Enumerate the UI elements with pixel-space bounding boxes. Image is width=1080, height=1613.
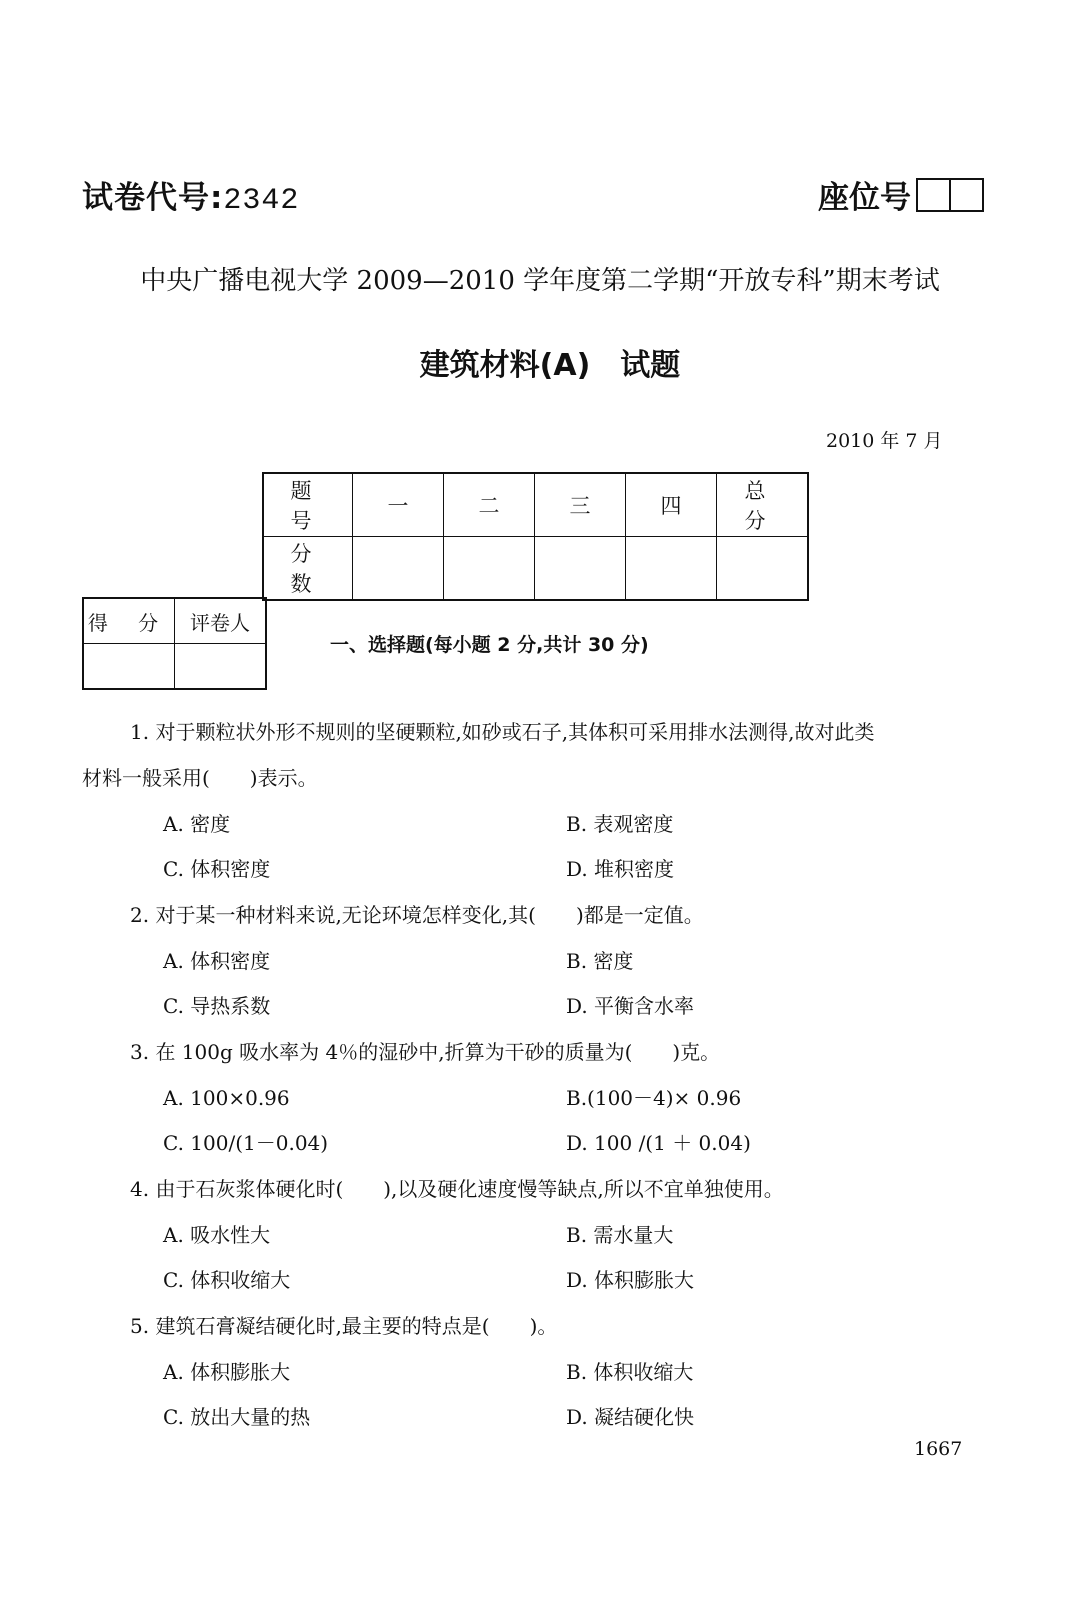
score-cell[interactable] — [353, 537, 444, 601]
question-2-option-b: B. 密度 — [566, 949, 634, 973]
question-5-stem: 5. 建筑石膏凝结硬化时,最主要的特点是( )。 — [130, 1314, 558, 1338]
grader-table-score-label: 得 分 — [83, 598, 175, 644]
section-title: 一、选择题(每小题 2 分,共计 30 分) — [330, 634, 649, 656]
question-1-stem-cont: 材料一般采用( )表示。 — [82, 766, 318, 790]
subject-title: 建筑材料(A) 试题 — [419, 348, 681, 383]
score-table-header-cell: 总 分 — [717, 473, 809, 537]
score-table-score-row — [263, 537, 808, 601]
score-table-header-cell: 二 — [444, 473, 535, 537]
page-number: 1667 — [914, 1438, 963, 1460]
seat-number-label: 座位号 — [818, 180, 911, 216]
exam-date: 2010 年 7 月 — [826, 430, 943, 452]
question-3-option-c: C. 100/(1－0.04) — [163, 1131, 329, 1155]
score-table-header-cell: 一 — [353, 473, 444, 537]
seat-box — [918, 180, 949, 210]
question-1-option-b: B. 表观密度 — [566, 812, 674, 836]
question-2-option-d: D. 平衡含水率 — [566, 994, 695, 1018]
score-table-header-row — [263, 473, 808, 537]
score-table-header-label: 题 号 — [263, 473, 353, 537]
paper-code-value: 2342 — [223, 184, 300, 218]
grader-table-grader-label: 评卷人 — [175, 598, 267, 644]
question-3-option-b: B.(100－4)× 0.96 — [566, 1086, 742, 1110]
paper-code — [82, 172, 299, 218]
question-2-option-c: C. 导热系数 — [163, 994, 271, 1018]
question-3-option-d: D. 100 /(1 ＋ 0.04) — [566, 1131, 751, 1155]
question-3-option-a: A. 100×0.96 — [163, 1086, 290, 1110]
question-5-option-b: B. 体积收缩大 — [566, 1360, 694, 1384]
question-4-option-a: A. 吸水性大 — [163, 1223, 271, 1247]
question-4-stem: 4. 由于石灰浆体硬化时( ),以及硬化速度慢等缺点,所以不宜单独使用。 — [130, 1177, 784, 1201]
score-cell[interactable] — [535, 537, 626, 601]
score-table — [262, 472, 809, 601]
question-2-option-a: A. 体积密度 — [163, 949, 271, 973]
score-cell[interactable] — [626, 537, 717, 601]
question-1-option-d: D. 堆积密度 — [566, 857, 675, 881]
score-table-header-cell: 三 — [535, 473, 626, 537]
question-4-option-b: B. 需水量大 — [566, 1223, 674, 1247]
question-5-option-c: C. 放出大量的热 — [163, 1405, 311, 1429]
seat-box — [949, 180, 982, 210]
question-5-option-d: D. 凝结硬化快 — [566, 1405, 695, 1429]
score-table-row-label: 分 数 — [263, 537, 353, 601]
grader-name-cell[interactable] — [175, 644, 267, 690]
question-3-stem: 3. 在 100g 吸水率为 4％的湿砂中,折算为干砂的质量为( )克。 — [130, 1040, 721, 1064]
question-1-option-c: C. 体积密度 — [163, 857, 271, 881]
paper-code-label: 试卷代号: — [82, 180, 224, 216]
score-table-header-cell: 四 — [626, 473, 717, 537]
question-1-option-a: A. 密度 — [163, 812, 231, 836]
seat-number-boxes — [916, 178, 984, 212]
score-cell[interactable] — [444, 537, 535, 601]
grader-score-cell[interactable] — [83, 644, 175, 690]
exam-title: 中央广播电视大学 2009—2010 学年度第二学期“开放专科”期末考试 — [140, 266, 940, 296]
question-4-option-c: C. 体积收缩大 — [163, 1268, 291, 1292]
score-cell[interactable] — [717, 537, 809, 601]
question-1-stem: 1. 对于颗粒状外形不规则的坚硬颗粒,如砂或石子,其体积可采用排水法测得,故对此类 — [130, 720, 875, 744]
grader-table — [82, 597, 267, 690]
question-2-stem: 2. 对于某一种材料来说,无论环境怎样变化,其( )都是一定值。 — [130, 903, 704, 927]
question-4-option-d: D. 体积膨胀大 — [566, 1268, 695, 1292]
question-5-option-a: A. 体积膨胀大 — [163, 1360, 291, 1384]
